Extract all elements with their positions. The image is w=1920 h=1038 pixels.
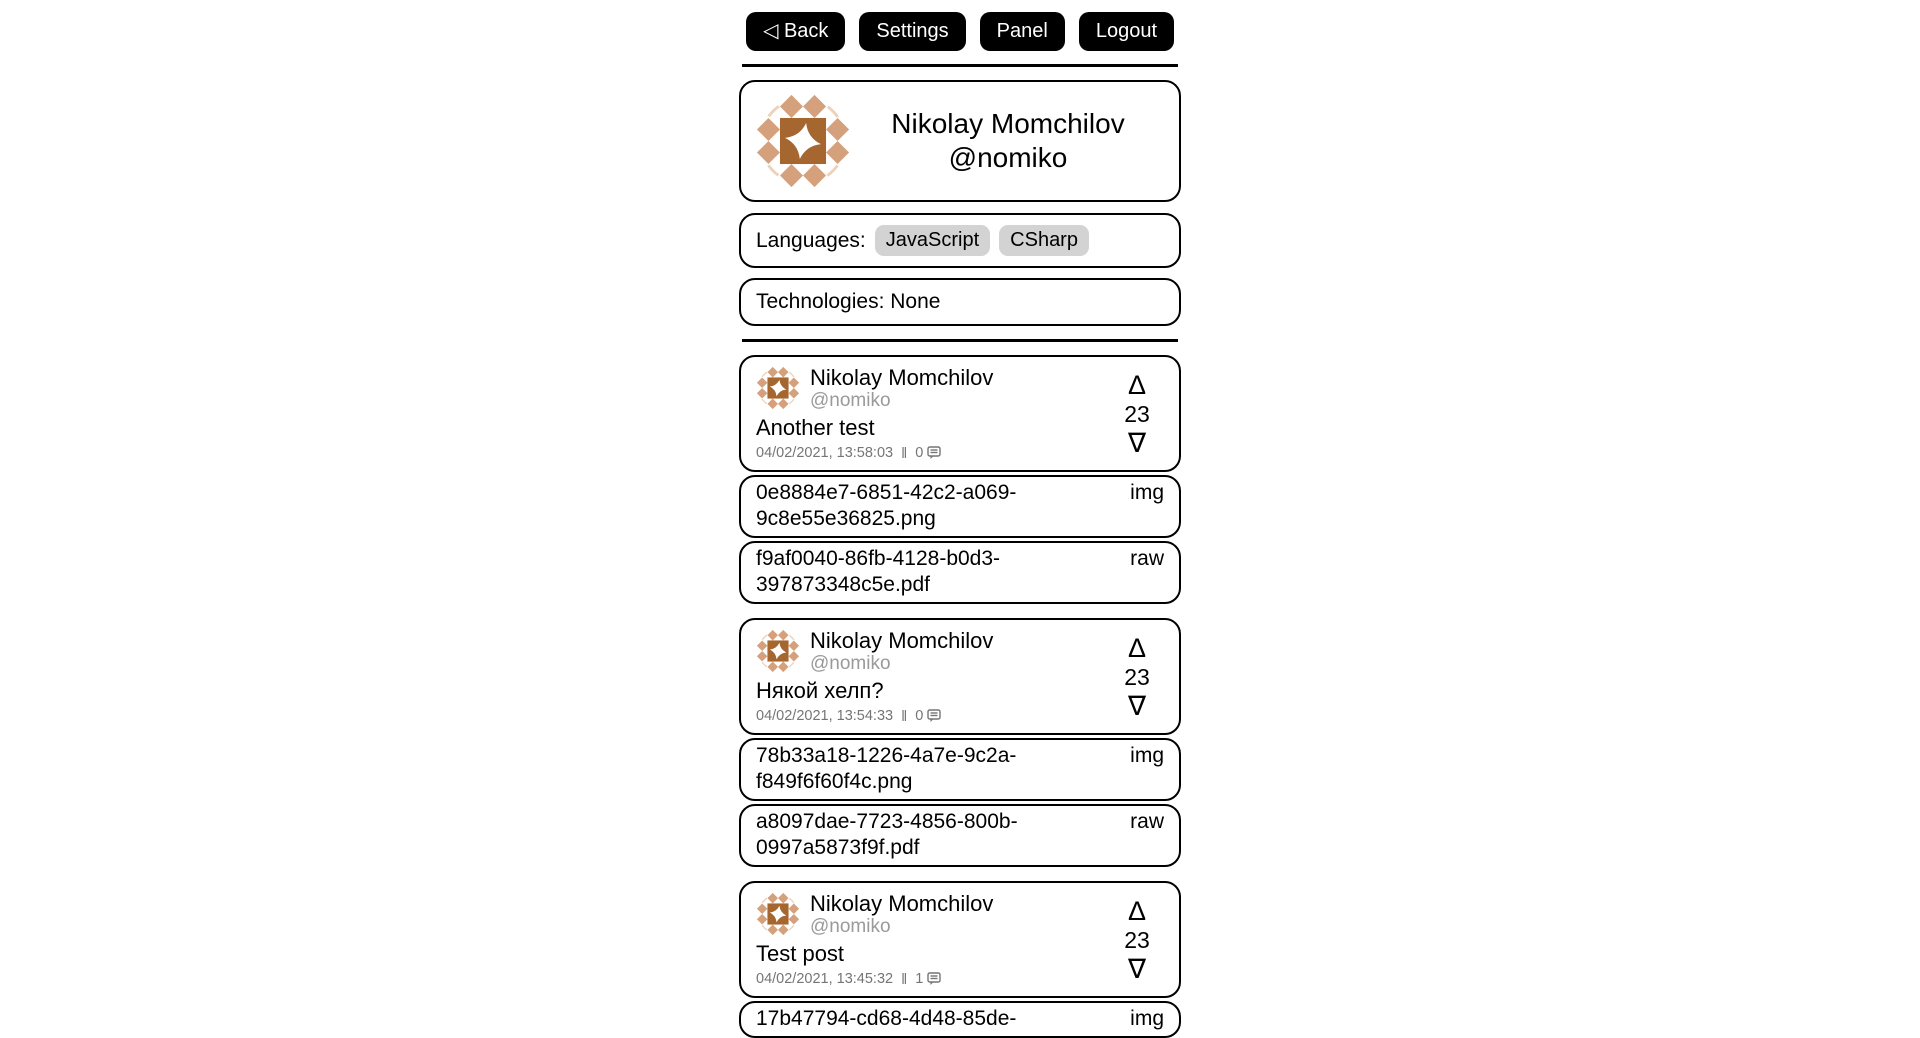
meta-separator: ‖ [901, 707, 908, 725]
profile-avatar-identicon [755, 93, 851, 189]
upvote-button[interactable]: Δ [1127, 632, 1147, 663]
comment-icon [927, 709, 942, 723]
language-badge-javascript: JavaScript [875, 225, 990, 256]
post-timestamp: 04/02/2021, 13:54:33 [756, 708, 894, 724]
posts-divider [742, 339, 1178, 342]
post-group [739, 881, 1181, 1038]
languages-label: Languages: [756, 228, 866, 252]
post-card[interactable] [739, 355, 1181, 472]
attachment-row[interactable] [739, 475, 1181, 538]
post-timestamp: 04/02/2021, 13:45:32 [756, 971, 894, 987]
post-author: Nikolay Momchilov [810, 891, 994, 916]
back-button[interactable]: ◁ Back [746, 12, 845, 51]
post-comment-count: 1 [915, 971, 924, 987]
attachment-filename: 17b47794-cd68-4d48-85de- [756, 1007, 1017, 1030]
profile-handle: @nomiko [948, 142, 1068, 173]
meta-separator: ‖ [901, 444, 908, 462]
attachment-filename: f9af0040-86fb-4128-b0d3-397873348c5e.pdf [756, 547, 1001, 596]
language-badge-csharp: CSharp [999, 225, 1089, 256]
attachment-filename: 78b33a18-1226-4a7e-9c2a-f849f6f60f4c.png [756, 744, 1017, 793]
comment-icon [927, 972, 942, 986]
technologies-label: Technologies: None [756, 290, 941, 313]
post-card[interactable] [739, 618, 1181, 735]
post-avatar-identicon [756, 629, 800, 673]
comment-icon [927, 446, 942, 460]
logout-button[interactable]: Logout [1079, 12, 1174, 51]
languages-card [739, 213, 1181, 268]
post-avatar-identicon [756, 366, 800, 410]
attachment-row[interactable] [739, 541, 1181, 604]
post-handle: @nomiko [810, 390, 891, 411]
attachment-type-label: raw [1130, 810, 1164, 833]
top-toolbar [0, 0, 1920, 51]
post-comment-count: 0 [915, 708, 924, 724]
settings-button[interactable]: Settings [859, 12, 965, 51]
post-handle: @nomiko [810, 916, 891, 937]
profile-card [739, 80, 1181, 202]
post-card[interactable] [739, 881, 1181, 998]
profile-name: Nikolay Momchilov [891, 108, 1125, 139]
post-avatar-identicon [756, 892, 800, 936]
upvote-button[interactable]: Δ [1127, 895, 1147, 926]
vote-count: 23 [1124, 400, 1150, 427]
downvote-button[interactable]: ∇ [1127, 427, 1147, 458]
post-author: Nikolay Momchilov [810, 628, 994, 653]
vote-count: 23 [1124, 926, 1150, 953]
attachment-type-label: img [1130, 744, 1164, 767]
attachment-row[interactable] [739, 804, 1181, 867]
post-title: Another test [756, 415, 875, 440]
attachment-filename: a8097dae-7723-4856-800b-0997a5873f9f.pdf [756, 810, 1018, 859]
attachment-type-label: img [1130, 1007, 1164, 1030]
post-author: Nikolay Momchilov [810, 365, 994, 390]
attachment-row[interactable] [739, 1001, 1181, 1038]
downvote-button[interactable]: ∇ [1127, 690, 1147, 721]
top-divider [742, 64, 1178, 67]
post-title: Test post [756, 941, 845, 966]
meta-separator: ‖ [901, 970, 908, 988]
technologies-card [739, 278, 1181, 326]
attachment-filename: 0e8884e7-6851-42c2-a069-9c8e55e36825.png [756, 481, 1017, 530]
panel-button[interactable]: Panel [980, 12, 1065, 51]
attachment-row[interactable] [739, 738, 1181, 801]
post-timestamp: 04/02/2021, 13:58:03 [756, 445, 894, 461]
post-group [739, 355, 1181, 604]
post-handle: @nomiko [810, 653, 891, 674]
vote-count: 23 [1124, 663, 1150, 690]
upvote-button[interactable]: Δ [1127, 369, 1147, 400]
post-title: Някой хелп? [756, 678, 884, 703]
downvote-button[interactable]: ∇ [1127, 953, 1147, 984]
attachment-type-label: img [1130, 481, 1164, 504]
post-group [739, 618, 1181, 867]
post-comment-count: 0 [915, 445, 924, 461]
attachment-type-label: raw [1130, 547, 1164, 570]
